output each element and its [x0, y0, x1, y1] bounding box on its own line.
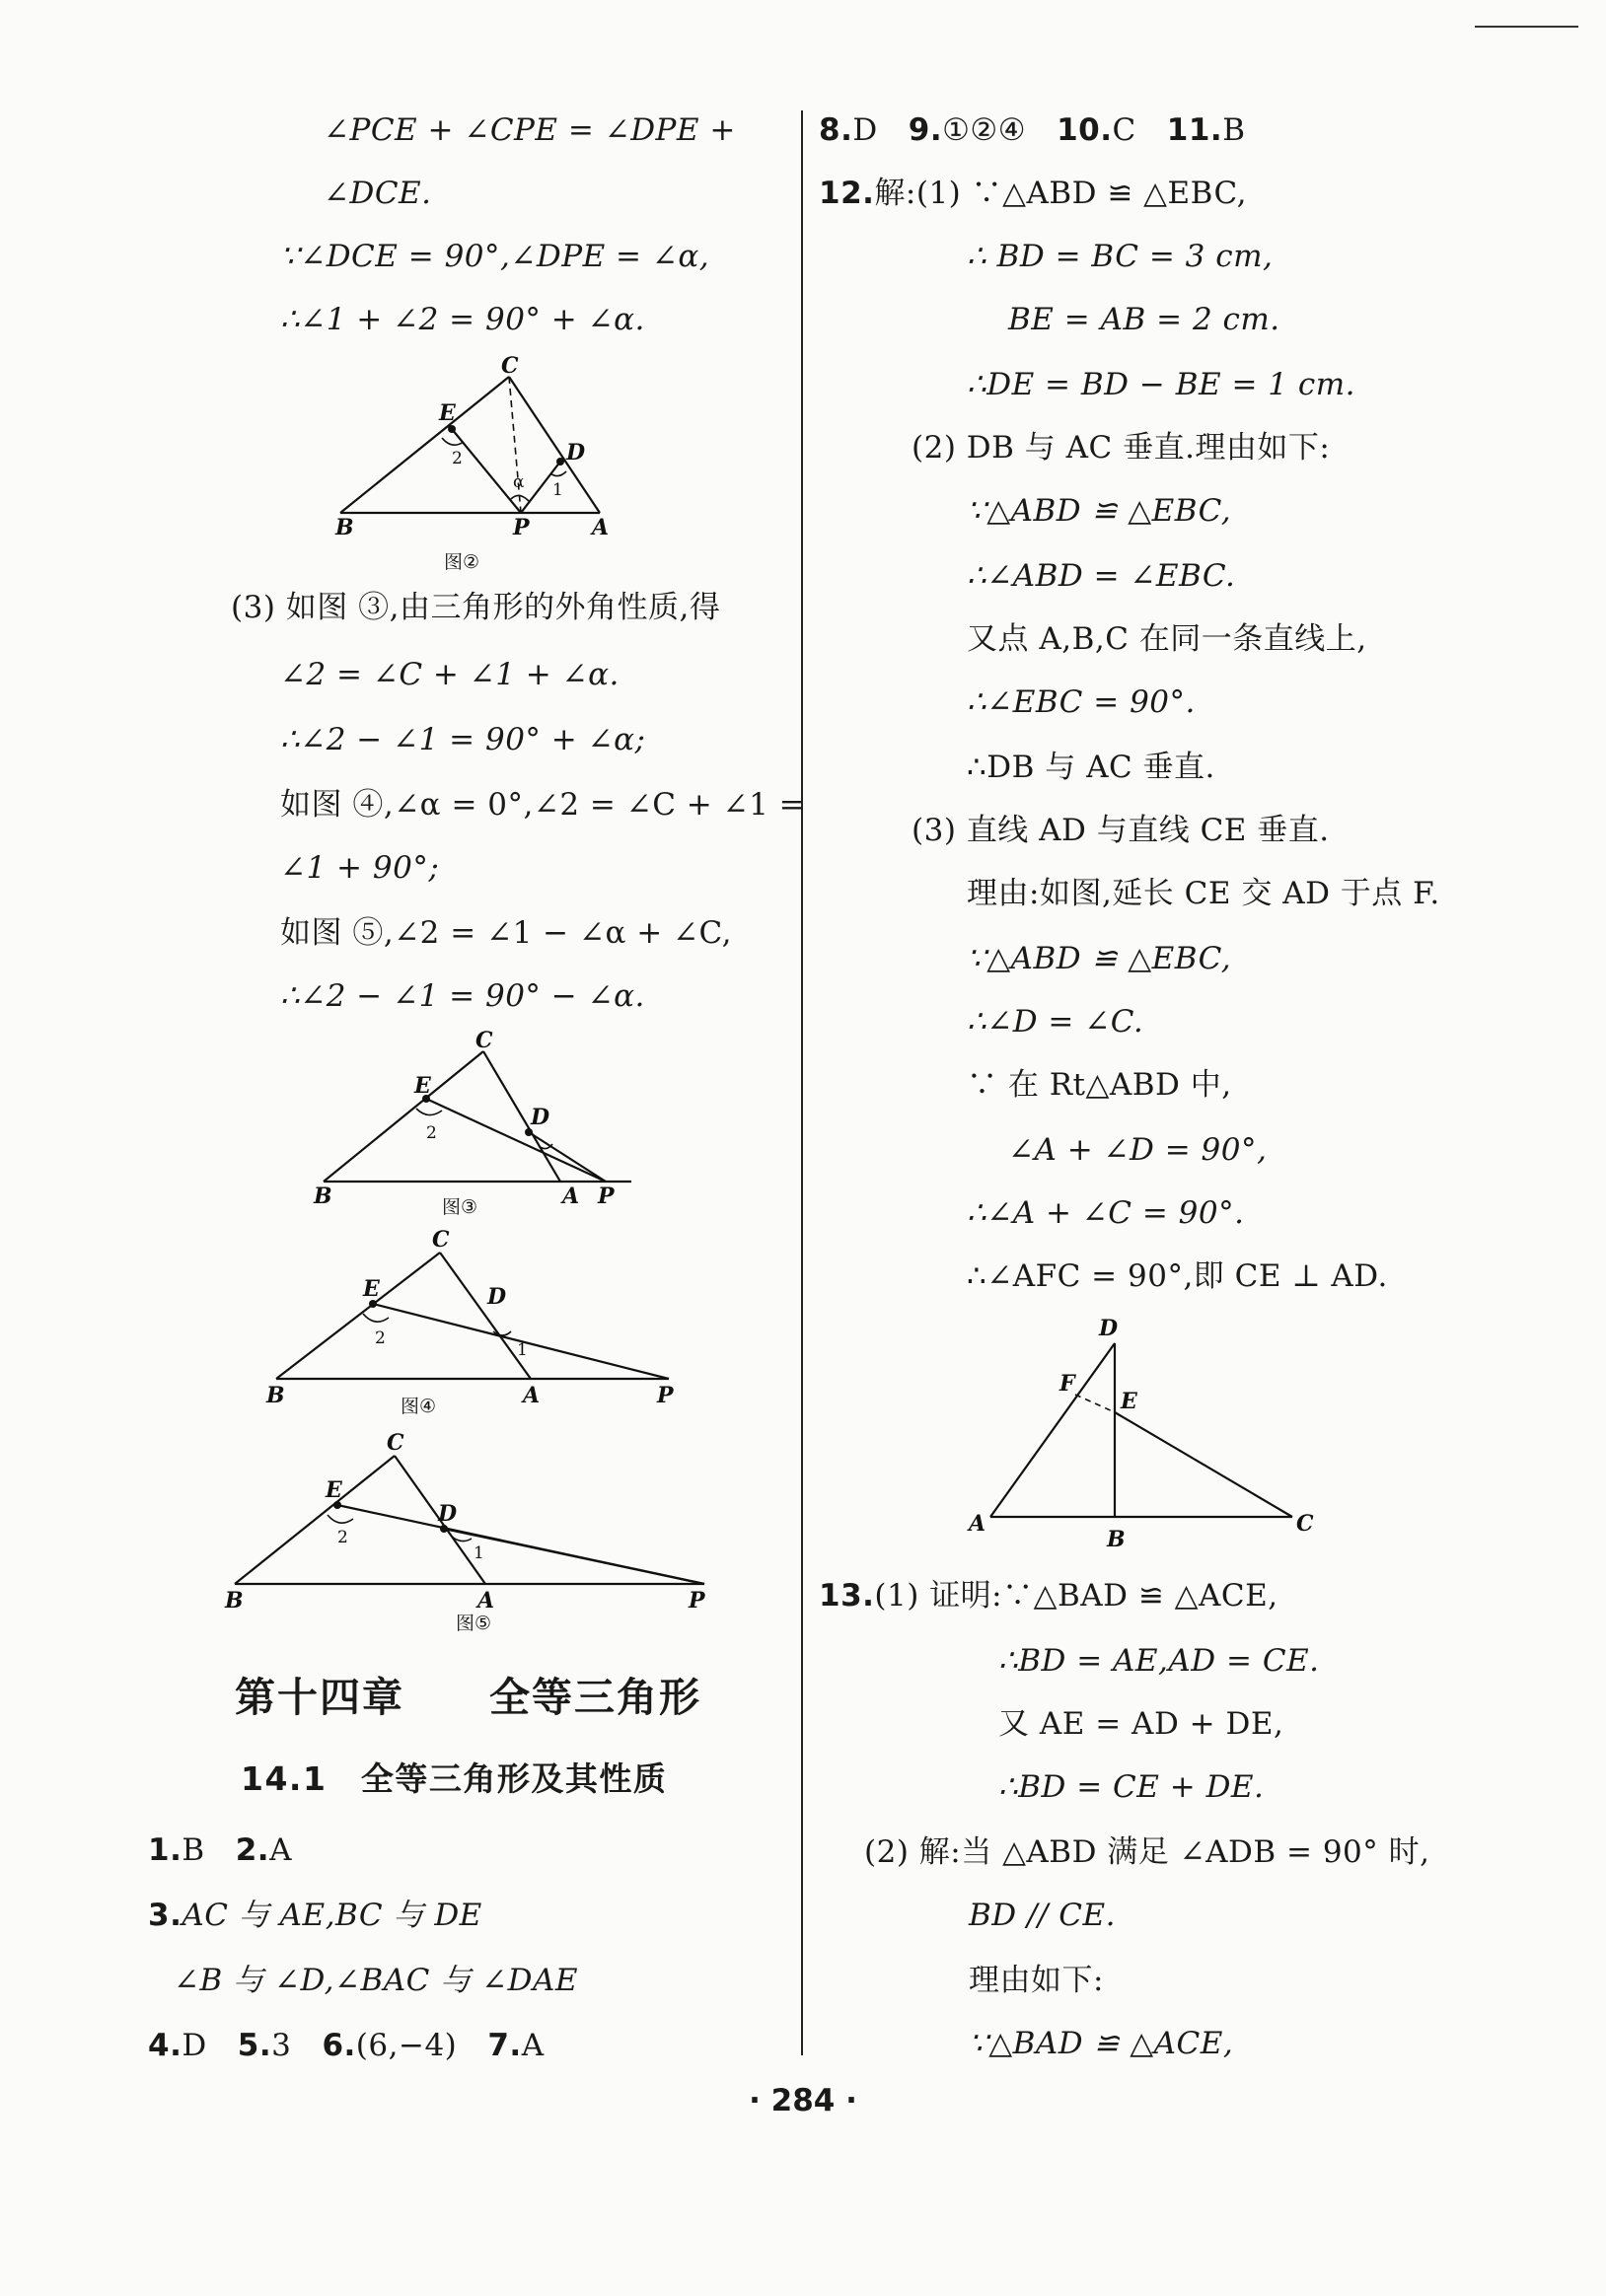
- text-line: ∴∠A + ∠C = 90°.: [967, 1195, 1245, 1231]
- text-line: ∠A + ∠D = 90°,: [1008, 1132, 1268, 1168]
- figure-caption: 图④: [401, 1396, 437, 1417]
- text-line: 理由:如图,延长 CE 交 AD 于点 F.: [967, 876, 1440, 911]
- text-line: ∴∠1 + ∠2 = 90° + ∠α.: [280, 302, 645, 337]
- label-D: D: [566, 440, 586, 466]
- label-B: B: [335, 515, 354, 540]
- label-C: C: [432, 1227, 450, 1253]
- text-line: BD // CE.: [969, 1898, 1116, 1933]
- label-2: 2: [452, 449, 463, 468]
- text-line: ∴DE = BD − BE = 1 cm.: [967, 367, 1355, 402]
- figure-caption: 图②: [444, 551, 480, 573]
- text-line: 又 AE = AD + DE,: [998, 1706, 1284, 1742]
- chapter-title: 第十四章 全等三角形: [235, 1674, 701, 1721]
- label-A: A: [969, 1511, 986, 1537]
- question-13-line: 13.(1) 证明:∵△BAD ≌ △ACE,: [819, 1578, 1278, 1614]
- label-E: E: [439, 400, 456, 426]
- text-line: ∠1 + 90°;: [280, 850, 440, 886]
- label-D: D: [1099, 1316, 1119, 1341]
- text-line: (3) 直线 AD 与直线 CE 垂直.: [912, 813, 1330, 848]
- text-line: ∵△ABD ≌ △EBC,: [967, 493, 1232, 529]
- label-D: D: [438, 1501, 458, 1527]
- figure-5: [221, 1430, 724, 1641]
- figure-caption: 图⑤: [456, 1613, 492, 1634]
- label-D: D: [487, 1284, 507, 1310]
- text-line: ∵△ABD ≌ △EBC,: [967, 941, 1232, 976]
- column-divider: [801, 110, 803, 2055]
- answer-line: 1.B 2.A: [148, 1832, 292, 1868]
- label-A: A: [477, 1588, 495, 1614]
- text-line: ∵△BAD ≌ △ACE,: [969, 2026, 1234, 2061]
- text-line: ∠DCE.: [324, 176, 432, 211]
- label-E: E: [414, 1073, 431, 1099]
- question-12-line: 12.解:(1) ∵△ABD ≌ △EBC,: [819, 176, 1247, 211]
- top-rule: [1475, 26, 1578, 28]
- text-line: ∵∠DCE = 90°,∠DPE = ∠α,: [280, 239, 710, 274]
- label-A: A: [523, 1383, 541, 1408]
- label-2: 2: [375, 1328, 386, 1348]
- text-line: (2) 解:当 △ABD 满足 ∠ADB = 90° 时,: [864, 1834, 1430, 1870]
- label-E: E: [363, 1276, 380, 1302]
- text-line: ∴∠EBC = 90°.: [967, 684, 1196, 720]
- figure-q12: [967, 1316, 1322, 1562]
- text-line: ∴∠AFC = 90°,即 CE ⊥ AD.: [967, 1258, 1388, 1294]
- label-alpha: α: [513, 472, 525, 492]
- section-title: 14.1 全等三角形及其性质: [241, 1759, 668, 1798]
- text-line: BE = AB = 2 cm.: [1008, 302, 1280, 337]
- label-P: P: [689, 1588, 705, 1614]
- text-line: ∴BD = AE,AD = CE.: [998, 1643, 1320, 1679]
- label-P: P: [513, 515, 530, 540]
- label-C: C: [501, 353, 519, 379]
- label-A: A: [562, 1184, 580, 1209]
- text-line: ∠PCE + ∠CPE = ∠DPE +: [324, 112, 736, 148]
- label-B: B: [225, 1588, 244, 1614]
- label-E: E: [1121, 1389, 1137, 1414]
- label-C: C: [475, 1028, 493, 1053]
- figure-caption: 图③: [442, 1196, 478, 1218]
- text-line: ∴∠2 − ∠1 = 90° + ∠α;: [280, 722, 646, 757]
- label-B: B: [266, 1383, 285, 1408]
- label-A: A: [592, 515, 610, 540]
- text-line: ∴∠D = ∠C.: [967, 1004, 1144, 1040]
- figure-4: [264, 1227, 689, 1430]
- answer-line: 3.AC 与 AE,BC 与 DE: [148, 1898, 482, 1933]
- label-P: P: [598, 1184, 615, 1209]
- label-C: C: [1296, 1511, 1314, 1537]
- label-2: 2: [426, 1123, 437, 1143]
- text-line: ∵ 在 Rt△ABD 中,: [967, 1067, 1232, 1103]
- text-line: (2) DB 与 AC 垂直.理由如下:: [912, 430, 1331, 466]
- text-line: ∴∠ABD = ∠EBC.: [967, 558, 1236, 594]
- text-line: 如图 ⑤,∠2 = ∠1 − ∠α + ∠C,: [280, 915, 733, 951]
- label-B: B: [314, 1184, 332, 1209]
- label-1: 1: [517, 1340, 528, 1360]
- label-D: D: [531, 1105, 550, 1130]
- label-F: F: [1059, 1371, 1075, 1397]
- figure-2: [326, 353, 621, 577]
- figure-3: [306, 1028, 641, 1231]
- label-C: C: [387, 1430, 404, 1456]
- label-1: 1: [552, 480, 563, 500]
- page-number: · 284 ·: [749, 2083, 857, 2118]
- label-2: 2: [337, 1528, 348, 1547]
- text-line: ∴DB 与 AC 垂直.: [967, 750, 1215, 785]
- answer-line: 4.D 5.3 6.(6,−4) 7.A: [148, 2028, 545, 2063]
- text-line: 理由如下:: [969, 1963, 1104, 1998]
- text-line: ∴BD = CE + DE.: [998, 1769, 1265, 1805]
- text-line: ∴ BD = BC = 3 cm,: [967, 239, 1274, 274]
- label-1: 1: [474, 1543, 484, 1563]
- answer-line: 8.D 9.①②④ 10.C 11.B: [819, 112, 1246, 148]
- text-line: (3) 如图 ③,由三角形的外角性质,得: [231, 590, 721, 625]
- text-line: 又点 A,B,C 在同一条直线上,: [967, 621, 1367, 657]
- label-B: B: [1107, 1527, 1126, 1552]
- text-line: ∴∠2 − ∠1 = 90° − ∠α.: [280, 978, 645, 1014]
- label-E: E: [326, 1477, 342, 1503]
- label-P: P: [657, 1383, 674, 1408]
- text-line: 如图 ④,∠α = 0°,∠2 = ∠C + ∠1 =: [280, 787, 806, 823]
- text-line: ∠2 = ∠C + ∠1 + ∠α.: [280, 657, 620, 692]
- answer-line: ∠B 与 ∠D,∠BAC 与 ∠DAE: [174, 1963, 578, 1998]
